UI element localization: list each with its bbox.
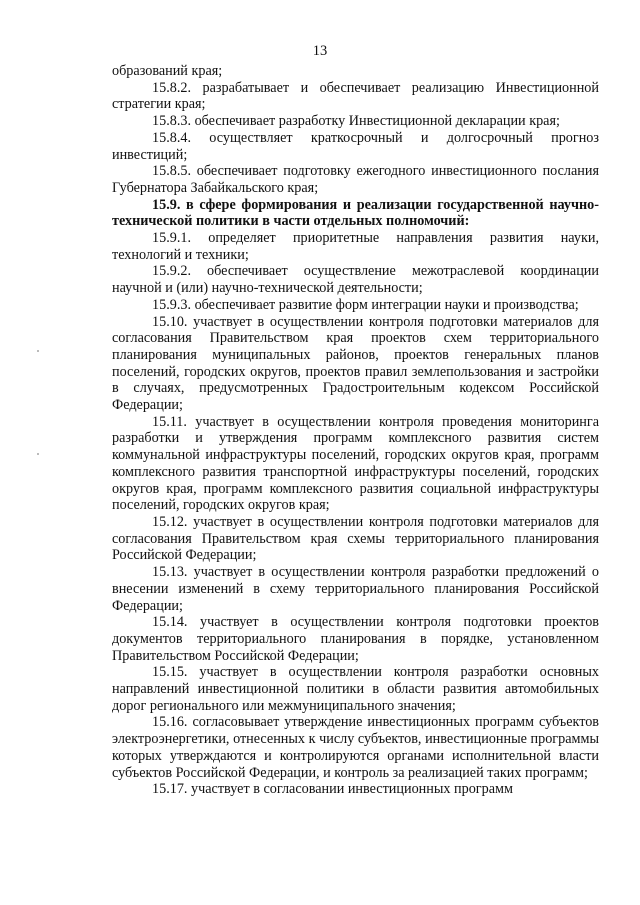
paragraph-15-8-3: 15.8.3. обеспечивает разработку Инвестиционной декларации края;: [152, 113, 560, 130]
scan-artifact-dot: [37, 453, 39, 455]
paragraph-15-12: 15.12. участвует в осуществлении контроля подготовки материалов для согласования Правительством края схемы территориального планирования Российской Федерации;: [112, 513, 599, 564]
scan-artifact-dot: [37, 350, 39, 352]
paragraph-15-16: 15.16. согласовывает утверждение инвестиционных программ субъектов электроэнергетики, отнесенных к числу субъектов, инвестиционные программы которых утверждаются и контролируются органами исполнительной власти субъектов Российской Федерации, и контроль за реализацией таких программ;: [112, 714, 599, 781]
paragraph-15-9-3: 15.9.3. обеспечивает развитие форм интеграции науки и производства;: [152, 296, 579, 313]
section-heading-15-9: 15.9. в сфере формирования и реализации государственной научно-технической политики в части отдельных полномочий:: [112, 196, 599, 230]
paragraph-15-17: 15.17. участвует в согласовании инвестиционных программ: [152, 781, 513, 798]
paragraph-15-13: 15.13. участвует в осуществлении контроля разработки предложений о внесении изменений в схему территориального планирования Российской Федерации;: [112, 564, 599, 614]
paragraph-continuation: образований края;: [112, 63, 223, 79]
paragraph-15-9-2: 15.9.2. обеспечивает осуществление межотраслевой координации научной и (или) научно-технической деятельности;: [112, 263, 599, 297]
paragraph-15-14: 15.14. участвует в осуществлении контроля подготовки проектов документов территориального планирования в порядке, установленном Правительством Российской Федерации;: [112, 614, 599, 664]
paragraph-15-11: 15.11. участвует в осуществлении контроля проведения мониторинга разработки и утверждения программ комплексного развития систем коммунальной инфраструктуры поселений, городских округов края, программ комплексного развития транспортной инфраструктуры поселений, городских округов края, программ комплексного развития социальной инфраструктуры поселений, городских округов края;: [112, 413, 599, 514]
paragraph-15-8-4: 15.8.4. осуществляет краткосрочный и долгосрочный прогноз инвестиций;: [112, 129, 599, 163]
document-body: [112, 63, 599, 798]
paragraph-15-8-5: 15.8.5. обеспечивает подготовку ежегодного инвестиционного послания Губернатора Забайкальского края;: [112, 163, 599, 196]
paragraph-15-9-1: 15.9.1. определяет приоритетные направления развития науки, технологий и техники;: [112, 230, 599, 263]
paragraph-15-15: 15.15. участвует в осуществлении контроля разработки основных направлений инвестиционной политики в области развития автомобильных дорог регионального или межмуниципального значения;: [112, 664, 599, 714]
page-number: 13: [312, 43, 328, 59]
paragraph-15-10: 15.10. участвует в осуществлении контроля подготовки материалов для согласования Правительством края проектов схем территориального планирования муниципальных районов, проектов генеральных планов поселений, городских округов, проектов правил землепользования и застройки в случаях, предусмотренных Градостроительным кодексом Российской Федерации;: [112, 313, 599, 414]
paragraph-15-8-2: 15.8.2. разрабатывает и обеспечивает реализацию Инвестиционной стратегии края;: [112, 79, 599, 113]
